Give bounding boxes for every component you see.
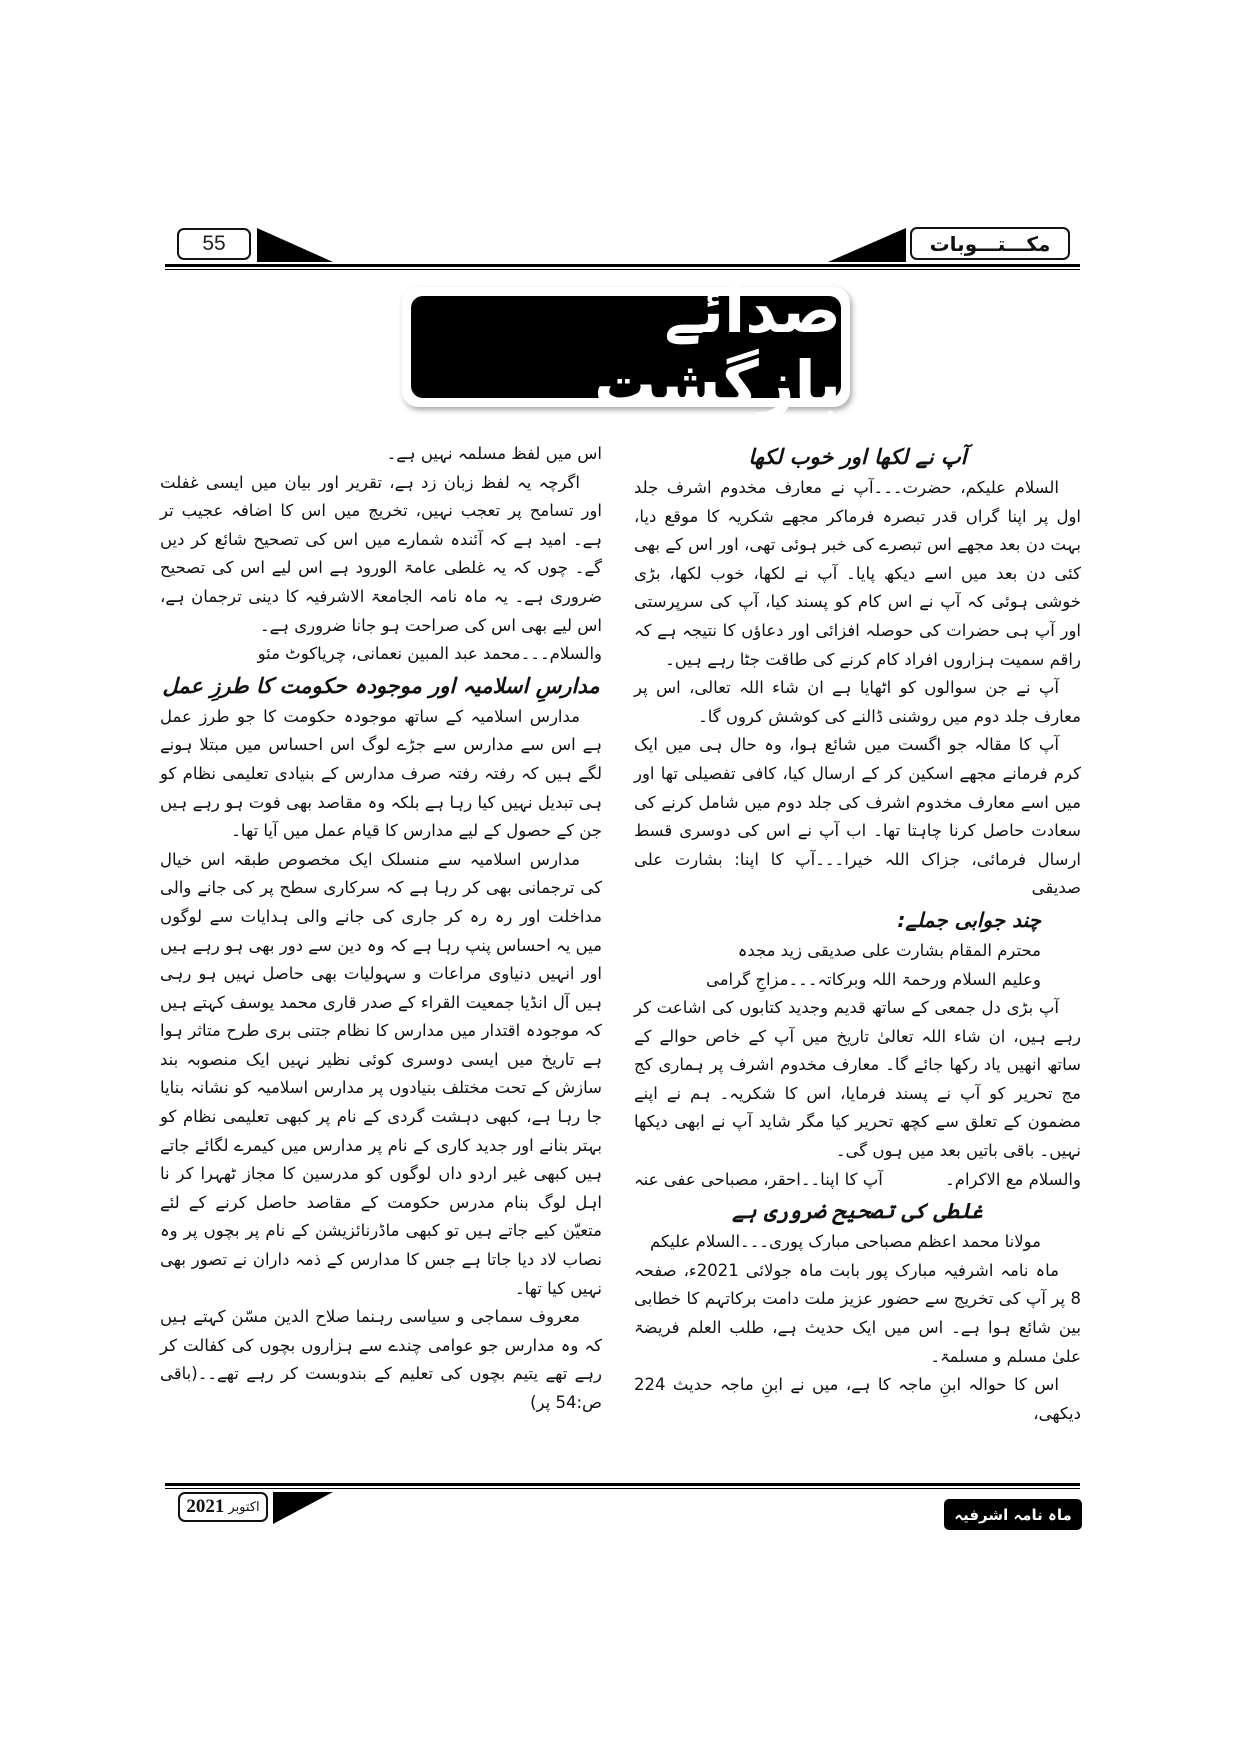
reply-closing-signature: آپ کا اپنا۔۔احقر، مصباحی عفی عنہ	[634, 1169, 883, 1189]
issue-date	[178, 1492, 268, 1522]
article-para1: مدارس اسلامیہ کے ساتھ موجودہ حکومت کا جو طرز عمل ہے اس سے مدارس سے جڑے لوگ اس احساس میں مبتلا ہونے لگے ہیں کہ رفتہ رفتہ صرف مدارس کے بنیادی تعلیمی نظام کو ہی تبدیل نہیں کیا رہا ہے بلکہ وہ مقاصد بھی فوت ہو رہے ہیں جن کے حصول کے لیے مدارس کا قیام عمل میں آیا تھا۔	[160, 706, 602, 841]
reply-heading: چند جوابی جملے:	[897, 907, 1041, 932]
footer-divider	[165, 1483, 1080, 1486]
section-label: مکـــتـــوبات	[910, 227, 1070, 260]
header-right-triangle-decoration	[828, 228, 906, 262]
reply-closing-salutation: والسلام مع الاکرام۔	[945, 1169, 1081, 1189]
letter2-para3: اگرچہ یہ لفظ زبان زد ہے، تقریر اور بیان میں ایسی غفلت اور تسامح پر تعجب نہیں، تخریج میں اس کا اضافہ عجیب تر ہے۔ امید ہے کہ آئندہ شمارے میں اس کی تصحیح شائع کر دیں گے۔ چوں کہ یہ غلطی عامۃ الورود ہے اس لیے اس کی تصحیح ضروری ہے۔ یہ ماہ نامہ الجامعۃ الاشرفیہ کا دینی ترجمان ہے، اس لیے بھی اس کی صراحت ہو جانا ضروری ہے۔	[160, 472, 602, 635]
reply-address: محترم المقام بشارت علی صدیقی زید مجدہ	[737, 940, 1041, 960]
issue-month: اکتوبر	[228, 1499, 260, 1515]
footer-divider-thin	[165, 1488, 1080, 1489]
letter1-para3: آپ کا مقالہ جو اگست میں شائع ہوا، وہ حال ہی میں ایک کرم فرمانے مجھے اسکین کر کے ارسال کیا، کافی تفصیلی تھا اور میں اسے معارف مخدوم اشرف کی جلد دوم میں شامل کرنے کی سعادت حاصل کرنا چاہتا تھا۔ اب آپ نے اس کی دوسری قسط ارسال فرمائی، جزاک اللہ خیرا۔۔۔آپ کا اپنا: بشارت علی صدیقی	[634, 735, 1081, 898]
page-title: صدائے بازگشت	[411, 296, 841, 398]
letter2-address: مولانا محمد اعظم مصباحی مبارک پوری۔۔۔السلام علیکم	[650, 1232, 1041, 1252]
left-column	[160, 440, 602, 1418]
header-left-triangle-decoration	[257, 228, 333, 262]
article-para2: مدارس اسلامیہ سے منسلک ایک مخصوص طبقہ اس خیال کی ترجمانی بھی کر رہا ہے کہ سرکاری سطح پر کی جانے والی مداخلت اور رہ رہ کر جاری کی جانے والی ہدایات سے لوگوں میں یہ احساس پنپ رہا ہے کہ وہ دین سے دور بھی ہو رہے ہیں اور انہیں دنیاوی مراعات و سہولیات بھی حاصل نہیں ہو رہی ہیں آل انڈیا جمعیت القراء کے صدر قاری محمد یوسف کہتے ہیں کہ موجودہ اقتدار میں مدارس کا نظام جتنی بری طرح متاثر ہوا ہے تاریخ میں ایسی دوسری کوئی نظیر نہیں ایک منصوبہ بند سازش کے تحت مختلف بنیادوں پر مدارس اسلامیہ کو نشانہ بنایا جا رہا ہے، کبھی دہشت گردی کے نام پر کبھی تعلیمی نظام کو بہتر بنانے اور جدید کاری کے نام پر مدارس میں کیمرے لگائے جاتے ہیں کبھی غیر اردو داں لوگوں کو مدرسین کا مجاز ٹھہرا کر نا اہل لوگ بنام مدرس حکومت کے مقاصد حاصل کرنے کے لئے متعیّن کیے جاتے ہیں تو کبھی ماڈرنائزیشن کے نام پر بچوں پر وہ نصاب لاد دیا جاتا ہے جس کا مدارس کے ذمہ داران نے تصور بھی نہیں کیا تھا۔	[160, 849, 602, 1298]
reply-body: آپ بڑی دل جمعی کے ساتھ قدیم وجدید کتابوں کی اشاعت کر رہے ہیں، ان شاء اللہ تعالیٰ تاریخ میں آپ کے خاص حوالے کے ساتھ انھیں یاد رکھا جائے گا۔ معارف مخدوم اشرف پر ہماری کج مج تحریر کو آپ نے پسند فرمایا، اس کا شکریہ۔ ہم نے اپنے مضمون کے تعلق سے کچھ تحریر کیا مگر شاید آپ نے ابھی دیکھا نہیں۔ باقی باتیں بعد میں ہوں گی۔	[634, 998, 1081, 1161]
reply-greeting: وعلیم السلام ورحمۃ اللہ وبرکاتہ۔۔۔مزاجِ گرامی	[705, 969, 1041, 989]
letter2-continued: اس میں لفظ مسلمہ نہیں ہے۔	[386, 444, 602, 463]
footer-triangle-decoration	[273, 1492, 333, 1524]
magazine-name: ماہ نامہ اشرفیہ	[944, 1499, 1082, 1530]
article-heading: مدارسِ اسلامیہ اور موجودہ حکومت کا طرزِ عمل	[162, 673, 600, 698]
reply-closing	[634, 1166, 1081, 1195]
letter2-signature: والسلام۔۔۔محمد عبد المبین نعمانی، چریاکوٹ مئو	[257, 644, 602, 664]
issue-year: 2021	[186, 1496, 225, 1517]
article-para3: معروف سماجی و سیاسی رہنما صلاح الدین مسّن کہتے ہیں کہ وہ مدارس جو عوامی چندے سے ہزاروں بچوں کی کفالت کر رہے تھے یتیم بچوں کی تعلیم کے بندوبست کر رہے تھے۔۔(باقی ص:54 پر)	[160, 1307, 602, 1412]
letter1-para2: آپ نے جن سوالوں کو اٹھایا ہے ان شاء اللہ تعالی، اس پر معارف جلد دوم میں روشنی ڈالنے کی کوشش کروں گا۔	[634, 678, 1081, 726]
letter2-para2: اس کا حوالہ ابنِ ماجہ کا ہے، میں نے ابنِ ماجہ حدیث 224 دیکھی،	[634, 1375, 1081, 1423]
right-column	[634, 440, 1081, 1428]
letter2-heading: غلطی کی تصحیح ضروری ہے	[732, 1199, 983, 1224]
letter2-para1: ماہ نامہ اشرفیہ مبارک پور بابت ماہ جولائی 2021ء، صفحہ 8 پر آپ کی تخریج سے حضور عزیز ملت دامت برکاتہم کا خطابی بین شائع ہوا ہے۔ اس میں ایک حدیث ہے، طلب العلم فریضۃ علیٰ مسلم و مسلمۃ۔	[634, 1260, 1081, 1366]
page-number: 55	[177, 228, 251, 260]
header-divider-thin	[165, 269, 1080, 270]
header-divider	[165, 264, 1080, 267]
letter1-para1: السلام علیکم، حضرت۔۔۔آپ نے معارف مخدوم اشرف جلد اول پر اپنا گراں قدر تبصرہ فرماکر مجھے شکریہ کا موقع دیا، بہت دن بعد مجھے اس تبصرے کی خبر ہوئی تھی، اور اس کے بھی کئی دن بعد میں اسے دیکھ پایا۔ آپ نے لکھا، خوب لکھا، بڑی خوشی ہوئی کہ آپ نے اس کام کو پسند کیا، آپ کی سرپرستی اور آپ ہی حضرات کی حوصلہ افزائی اور دعاؤں کا نتیجہ ہے کہ راقم سمیت ہزاروں افراد کام کرنے کی طاقت جٹا رہے ہیں۔	[634, 478, 1081, 669]
letter1-heading: آپ نے لکھا اور خوب لکھا	[748, 445, 967, 469]
